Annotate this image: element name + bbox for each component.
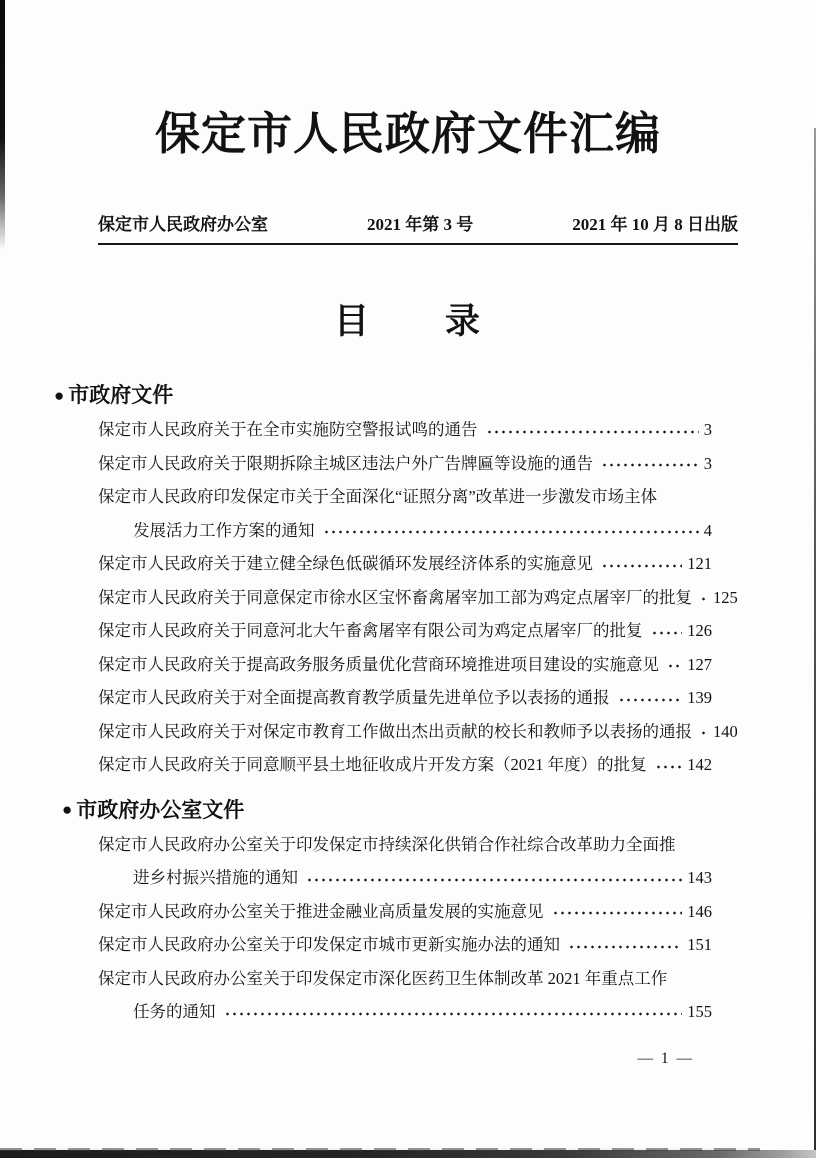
toc-entry — [98, 447, 712, 481]
toc-title: 目 录 — [333, 302, 482, 342]
entry-title: 保定市人民政府办公室关于印发保定市城市更新实施办法的通知 — [98, 935, 560, 955]
toc-entry — [98, 547, 712, 581]
toc-entry — [98, 413, 712, 447]
section-heading-government-office-documents — [62, 796, 816, 824]
dot-leader — [304, 861, 682, 895]
toc-list-section-1 — [98, 413, 738, 782]
toc-entry — [98, 648, 712, 682]
toc-entry — [98, 715, 738, 749]
section-heading-city-government-documents — [54, 381, 816, 409]
entry-title: 保定市人民政府关于对全面提高教育教学质量先进单位予以表扬的通报 — [98, 688, 610, 708]
entry-page-number: 151 — [687, 935, 712, 955]
dot-leader — [665, 648, 682, 682]
dot-leader — [653, 748, 683, 782]
toc-entry — [98, 895, 712, 929]
publisher-name: 保定市人民政府办公室 — [98, 215, 268, 235]
scan-artifact-bottom-edge — [0, 1150, 816, 1158]
entry-title: 保定市人民政府关于同意保定市徐水区宝怀畜禽屠宰加工部为鸡定点屠宰厂的批复 — [98, 587, 692, 607]
dot-leader — [616, 681, 683, 715]
toc-list-section-2 — [98, 828, 712, 1029]
entry-page-number: 143 — [687, 868, 712, 888]
entry-title-continuation: 任务的通知 — [133, 1002, 216, 1022]
entry-page-number: 126 — [687, 621, 712, 641]
dot-leader — [566, 928, 682, 962]
issue-number: 2021 年第 3 号 — [367, 215, 474, 235]
toc-entry-line-2 — [98, 514, 712, 548]
section-heading-label: 市政府办公室文件 — [76, 797, 245, 822]
entry-title: 保定市人民政府印发保定市关于全面深化“证照分离”改革进一步激发市场主体 — [98, 487, 658, 507]
dot-leader — [698, 715, 708, 749]
entry-page-number: 3 — [703, 453, 712, 473]
entry-title: 保定市人民政府办公室关于印发保定市持续深化供销合作社综合改革助力全面推 — [98, 834, 676, 854]
dot-leader — [484, 413, 699, 447]
toc-entry — [98, 681, 712, 715]
entry-title: 保定市人民政府办公室关于印发保定市深化医药卫生体制改革 2021 年重点工作 — [98, 968, 668, 988]
dot-leader — [599, 447, 699, 481]
entry-title-continuation: 发展活力工作方案的通知 — [133, 520, 315, 540]
entry-title-continuation: 进乡村振兴措施的通知 — [133, 868, 298, 888]
document-title: 保定市人民政府文件汇编 — [154, 109, 661, 159]
entry-page-number: 146 — [687, 901, 712, 921]
entry-title: 保定市人民政府关于提高政务服务质量优化营商环境推进项目建设的实施意见 — [98, 654, 659, 674]
scan-artifact-bottom-haze — [0, 1148, 760, 1151]
entry-page-number: 125 — [713, 587, 738, 607]
toc-entry — [98, 581, 738, 615]
entry-page-number: 121 — [687, 554, 712, 574]
entry-title: 保定市人民政府办公室关于推进金融业高质量发展的实施意见 — [98, 901, 544, 921]
entry-page-number: 142 — [687, 755, 712, 775]
publish-date: 2021 年 10 月 8 日出版 — [572, 215, 738, 235]
entry-page-number: 3 — [703, 420, 712, 440]
entry-page-number: 155 — [687, 1002, 712, 1022]
entry-title: 保定市人民政府关于限期拆除主城区违法户外广告牌匾等设施的通告 — [98, 453, 593, 473]
entry-title: 保定市人民政府关于建立健全绿色低碳循环发展经济体系的实施意见 — [98, 554, 593, 574]
section-heading-label: 市政府文件 — [68, 383, 174, 408]
dot-leader — [550, 895, 683, 929]
toc-entry-line-1 — [98, 480, 712, 514]
toc-entry-line-1 — [98, 828, 712, 862]
toc-entry-line-2 — [98, 995, 712, 1029]
entry-title: 保定市人民政府关于同意河北大午畜禽屠宰有限公司为鸡定点屠宰厂的批复 — [98, 621, 643, 641]
entry-title: 保定市人民政府关于同意顺平县土地征收成片开发方案（2021 年度）的批复 — [98, 755, 647, 775]
toc-entry — [98, 748, 712, 782]
dot-leader — [599, 547, 682, 581]
dot-leader — [649, 614, 683, 648]
toc-entry-line-2 — [98, 861, 712, 895]
entry-title: 保定市人民政府关于对保定市教育工作做出杰出贡献的校长和教师予以表扬的通报 — [98, 721, 692, 741]
bullet-icon: ● — [54, 385, 65, 405]
entry-page-number: 127 — [687, 654, 712, 674]
toc-entry — [98, 928, 712, 962]
dot-leader — [222, 995, 683, 1029]
bullet-icon: ● — [62, 800, 73, 820]
masthead-row — [98, 214, 738, 236]
entry-page-number: 140 — [713, 721, 738, 741]
toc-entry — [98, 614, 712, 648]
entry-page-number: 139 — [687, 688, 712, 708]
dot-leader — [698, 581, 708, 615]
entry-title: 保定市人民政府关于在全市实施防空警报试鸣的通告 — [98, 420, 478, 440]
dot-leader — [321, 514, 699, 548]
page-number-footer: — 1 — — [637, 1050, 694, 1067]
entry-page-number: 4 — [703, 520, 712, 540]
masthead-rule — [98, 243, 738, 245]
toc-entry-line-1 — [98, 962, 712, 996]
